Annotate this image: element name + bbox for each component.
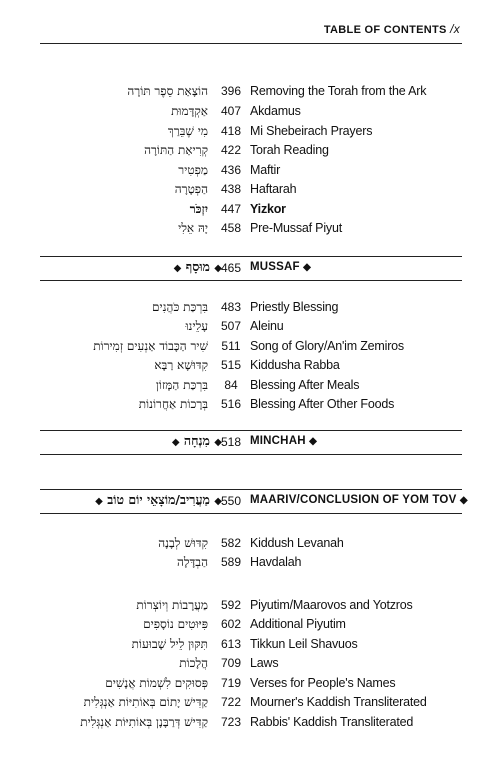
toc-entry[interactable] <box>0 336 500 356</box>
entry-page: 723 <box>220 715 242 729</box>
entry-hebrew: הַפְטָרָה <box>174 182 208 196</box>
toc-entry[interactable] <box>0 653 500 673</box>
entry-page: 709 <box>220 656 242 670</box>
section-mussaf[interactable] <box>40 256 462 281</box>
entry-english: Kiddush Levanah <box>250 536 344 550</box>
entry-english: Laws <box>250 656 279 670</box>
entry-page: 396 <box>220 84 242 98</box>
toc-entry[interactable] <box>0 140 500 160</box>
entry-page: 592 <box>220 598 242 612</box>
section-page: 550 <box>220 494 242 508</box>
entry-hebrew: תִּקּוּן לֵיל שָׁבוּעוֹת <box>131 637 208 651</box>
entry-english: Yizkor <box>250 202 286 216</box>
toc-entry[interactable] <box>0 712 500 732</box>
entry-page: 458 <box>220 221 242 235</box>
toc-entry[interactable] <box>0 218 500 238</box>
entry-english: Haftarah <box>250 182 297 196</box>
toc-entry[interactable] <box>0 692 500 712</box>
entry-page: 722 <box>220 695 242 709</box>
entry-hebrew: פִּיּוּטִים נוֹסָפִים <box>143 617 208 631</box>
page-number: /x <box>450 22 460 36</box>
entry-english: Maftir <box>250 163 281 177</box>
entry-english: Mi Shebeirach Prayers <box>250 124 373 138</box>
entry-english: Blessing After Meals <box>250 378 360 392</box>
entry-english: Aleinu <box>250 319 284 333</box>
toc-entry[interactable] <box>0 355 500 375</box>
entry-english: Tikkun Leil Shavuos <box>250 637 358 651</box>
toc-entry[interactable] <box>0 199 500 219</box>
entry-page: 507 <box>220 319 242 333</box>
toc-entry[interactable] <box>0 297 500 317</box>
entry-english: Kiddusha Rabba <box>250 358 340 372</box>
header-rule <box>40 43 462 44</box>
section-minchah[interactable] <box>40 430 462 455</box>
entry-page: 84 <box>224 378 238 392</box>
toc-entry[interactable] <box>0 673 500 693</box>
entry-english: Mourner's Kaddish Transliterated <box>250 695 427 709</box>
entry-english: Rabbis' Kaddish Transliterated <box>250 715 414 729</box>
toc-entry[interactable] <box>0 614 500 634</box>
entry-page: 436 <box>220 163 242 177</box>
entry-page: 613 <box>220 637 242 651</box>
section-hebrew: ◆ מוּסָף ◆ <box>173 259 222 274</box>
entry-english: Additional Piyutim <box>250 617 346 631</box>
entry-hebrew: פְּסוּקִים לִשְׁמוֹת אֲנָשִׁים <box>105 676 208 690</box>
entry-hebrew: הוֹצָאַת סֵפֶר תּוֹרָה <box>127 84 208 98</box>
entry-english: Havdalah <box>250 555 302 569</box>
entry-page: 515 <box>220 358 242 372</box>
entry-hebrew: קִדּוּשׁ לְבָנָה <box>158 536 208 550</box>
entry-page: 582 <box>220 536 242 550</box>
toc-entry[interactable] <box>0 160 500 180</box>
entry-page: 418 <box>220 124 242 138</box>
entry-english: Torah Reading <box>250 143 329 157</box>
toc-entry[interactable] <box>0 81 500 101</box>
section-maariv[interactable] <box>40 489 468 514</box>
entry-hebrew: עָלֵינוּ <box>185 319 208 333</box>
entry-english: Pre-Mussaf Piyut <box>250 221 342 235</box>
section-english: MUSSAF ◆ <box>250 261 312 273</box>
toc-entry[interactable] <box>0 316 500 336</box>
toc-entry[interactable] <box>0 394 500 414</box>
section-english: MINCHAH ◆ <box>250 435 317 447</box>
entry-hebrew: קְרִיאַת הַתּוֹרָה <box>144 143 208 157</box>
toc-entry[interactable] <box>0 552 500 572</box>
toc-entry[interactable] <box>0 595 500 615</box>
toc-entry[interactable] <box>0 101 500 121</box>
entry-hebrew: קִדּוּשָׁא רַבָּא <box>154 358 208 372</box>
entry-page: 516 <box>220 397 242 411</box>
entry-english: Priestly Blessing <box>250 300 339 314</box>
ornament-icon: ◆ <box>303 262 312 273</box>
entry-page: 407 <box>220 104 242 118</box>
ornament-icon: ◆ <box>214 263 222 274</box>
section-english: MAARIV/CONCLUSION OF YOM TOV ◆ <box>250 494 468 506</box>
toc-entry[interactable] <box>0 121 500 141</box>
entry-hebrew: בִּרְכַּת הַמָּזוֹן <box>155 378 208 392</box>
entry-hebrew: קַדִּישׁ יָתוֹם בְּאוֹתִיּוֹת אַנְגְּלִית <box>83 695 208 709</box>
entry-page: 602 <box>220 617 242 631</box>
section-page: 518 <box>220 435 242 449</box>
entry-page: 719 <box>220 676 242 690</box>
entry-hebrew: הֲלָכוֹת <box>179 656 208 670</box>
entry-hebrew: מַפְטִיר <box>178 163 208 177</box>
ornament-icon: ◆ <box>459 495 468 506</box>
section-hebrew: ◆ מִנְחָה ◆ <box>171 433 222 448</box>
entry-english: Blessing After Other Foods <box>250 397 395 411</box>
ornament-icon: ◆ <box>214 437 222 448</box>
entry-hebrew: מַעֲרָבוֹת וְיוֹצְרוֹת <box>136 598 208 612</box>
entry-english: Removing the Torah from the Ark <box>250 84 427 98</box>
ornament-icon: ◆ <box>214 496 222 507</box>
entry-page: 483 <box>220 300 242 314</box>
entry-page: 511 <box>221 339 241 353</box>
section-hebrew: ◆ מַעֲרִיב/מוֹצָאֵי יוֹם טוֹב ◆ <box>95 492 222 507</box>
toc-entry[interactable] <box>0 634 500 654</box>
entry-page: 438 <box>220 182 242 196</box>
toc-entry[interactable] <box>0 375 500 395</box>
entry-page: 589 <box>220 555 242 569</box>
entry-english: Verses for People's Names <box>250 676 396 690</box>
entry-hebrew: בְּרָכוֹת אַחֲרוֹנוֹת <box>138 397 208 411</box>
entry-hebrew: בִּרְכַּת כֹּהֲנִים <box>152 300 208 314</box>
entry-hebrew: יָהּ אֵלִי <box>178 221 208 235</box>
toc-entry[interactable] <box>0 179 500 199</box>
entry-page: 422 <box>220 143 242 157</box>
entry-hebrew: אַקְדָּמוּת <box>171 104 208 118</box>
page-title: TABLE OF CONTENTS <box>323 24 447 36</box>
entry-english: Piyutim/Maarovos and Yotzros <box>250 598 413 612</box>
ornament-icon: ◆ <box>309 436 317 447</box>
entry-hebrew: מִי שֶׁבֵּרַךְ <box>167 124 208 138</box>
entry-english: Song of Glory/An'im Zemiros <box>250 339 404 353</box>
entry-hebrew: הַבְדָּלָה <box>177 555 208 569</box>
ornament-icon: ◆ <box>171 437 180 448</box>
ornament-icon: ◆ <box>173 263 182 274</box>
ornament-icon: ◆ <box>95 496 103 507</box>
section-page: 465 <box>220 261 242 275</box>
entry-hebrew: יִזְכֹּר <box>189 202 208 216</box>
entry-page: 447 <box>220 202 242 216</box>
toc-entry[interactable] <box>0 533 500 553</box>
entry-english: Akdamus <box>250 104 301 118</box>
running-head <box>0 22 460 36</box>
entry-hebrew: שִׁיר הַכָּבוֹד אַנְעִים זְמִירוֹת <box>93 339 208 353</box>
entry-hebrew: קַדִּישׁ דְּרַבָּנָן בְּאוֹתִיּוֹת אַנְגְּלִית <box>80 715 208 729</box>
